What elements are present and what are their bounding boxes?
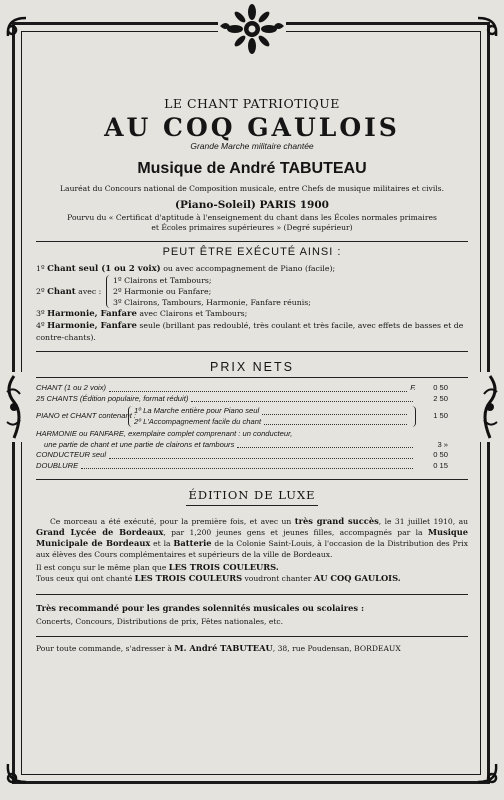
item-number: 3º xyxy=(36,309,45,318)
item-text: avec Clairons et Tambours; xyxy=(139,309,248,318)
award-text: (Piano-Soleil) PARIS 1900 xyxy=(175,199,329,211)
price-row xyxy=(36,450,448,461)
price-value: 0 50 xyxy=(433,450,448,459)
text-run: et la xyxy=(153,539,171,549)
divider xyxy=(36,594,468,595)
price-label: HARMONIE ou FANFARE, exemplaire complet comprenant : un conducteur, xyxy=(36,429,293,438)
divider xyxy=(36,479,468,480)
item-number: 2º xyxy=(36,287,45,296)
item-text: avec : xyxy=(78,287,102,296)
text-bold: Grand Lycée de Bordeaux xyxy=(36,527,164,538)
text-run: , 38, rue Poudensan, BORDEAUX xyxy=(272,643,401,653)
recommend-line: Concerts, Concours, Distributions de prix, Fêtes nationales, etc. xyxy=(36,617,284,627)
scroll-corner-icon xyxy=(4,760,30,786)
price-row xyxy=(36,406,448,427)
certificate-text: Pourvu du « Certificat d'aptitude à l'enseignement du chant dans les Écoles normales primaires et Écoles primaires supérieures » (Degré supérieur) xyxy=(67,213,437,232)
price-label: DOUBLURE xyxy=(36,460,79,470)
text-bold: Musique Municipale de Bordeaux xyxy=(36,527,469,549)
price-label: une partie de chant et une partie de clairons et tambours xyxy=(44,439,235,449)
sub-item: 2º L'Accompagnement facile du chant xyxy=(134,416,262,426)
recommend-block xyxy=(36,617,468,627)
price-row xyxy=(36,383,448,394)
item-bold: Chant seul (1 ou 2 voix) xyxy=(47,264,161,274)
scroll-corner-icon xyxy=(474,760,500,786)
price-value: 3 » xyxy=(437,439,448,449)
leaf-scroll-icon xyxy=(478,372,502,442)
list-item xyxy=(36,320,468,343)
execution-list xyxy=(36,263,468,343)
text-run: , par 1,200 jeunes gens et jeunes filles, accompagnés par la xyxy=(163,528,423,538)
price-label: PIANO et CHANT contenant : xyxy=(36,411,137,421)
text-run: Pour toute commande, s'adresser à xyxy=(36,643,172,653)
price-row xyxy=(36,461,448,472)
price-value: 2 50 xyxy=(433,393,448,403)
price-row xyxy=(36,394,448,405)
price-currency: F. xyxy=(410,383,416,392)
item-number: 4º xyxy=(36,321,45,330)
price-label: CONDUCTEUR seul xyxy=(36,450,107,459)
list-item xyxy=(36,275,468,308)
price-label: 25 CHANTS (Édition populaire, format réduit) xyxy=(36,393,189,403)
item-text: ou avec accompagnement de Piano (facile); xyxy=(163,264,336,273)
text-bold: LES TROIS COULEURS xyxy=(134,573,243,584)
document-content xyxy=(36,96,468,654)
price-value: 0 50 xyxy=(433,383,448,392)
leader-dots xyxy=(262,406,407,415)
luxe-paragraph xyxy=(36,516,468,560)
luxe-heading: ÉDITION DE LUXE xyxy=(188,488,316,502)
price-row xyxy=(36,440,448,451)
text-bold: AU COQ GAULOIS. xyxy=(313,573,401,584)
divider xyxy=(36,351,468,352)
text-bold: M. André TABUTEAU xyxy=(174,642,273,653)
leaf-scroll-icon xyxy=(2,372,26,442)
item-bold: Harmonie, Fanfare xyxy=(47,321,137,331)
divider xyxy=(186,505,318,506)
item-text: seule (brillant pas redoublé, très coulant et très facile, avec effets de basses et de contre-chants). xyxy=(36,321,464,342)
kicker-text: LE CHANT PATRIOTIQUE xyxy=(164,96,340,111)
text-run: voudront chanter xyxy=(244,574,312,584)
main-title: AU COQ GAULOIS xyxy=(104,113,400,142)
price-row xyxy=(36,429,448,440)
flower-ornament-icon xyxy=(218,2,286,56)
list-item xyxy=(36,308,468,320)
leader-dots xyxy=(109,458,413,459)
subtitle: Grande Marche militaire chantée xyxy=(190,141,314,151)
text-run: Il est conçu sur le même plan que xyxy=(36,562,167,572)
text-run: de la Colonie Saint-Louis, à l'occasion de la Distribution des Prix aux élèves des Cours complémentaires et supérieurs de la ville de Bordeaux. xyxy=(36,539,469,559)
recommend-block xyxy=(36,603,468,614)
price-list xyxy=(36,383,468,471)
order-line xyxy=(36,643,468,654)
item-bold: Harmonie, Fanfare xyxy=(47,309,137,319)
credentials-text: Lauréat du Concours national de Composition musicale, entre Chefs de musique militaires et civils. xyxy=(60,184,444,193)
recommend-line: Très recommandé pour les grandes solennités musicales ou scolaires : xyxy=(36,603,365,614)
divider xyxy=(36,241,468,242)
text-run: , le 31 juillet 1910, au xyxy=(378,517,468,526)
sub-item: 1º La Marche entière pour Piano seul xyxy=(134,406,260,415)
text-bold: Batterie xyxy=(173,538,212,549)
leader-dots xyxy=(237,447,413,448)
scroll-corner-icon xyxy=(4,14,30,40)
prices-heading: PRIX NETS xyxy=(210,360,294,374)
composer-heading: Musique de André TABUTEAU xyxy=(137,160,367,177)
divider xyxy=(36,636,468,637)
text-bold: très grand succès xyxy=(294,516,379,526)
item-number: 1º xyxy=(36,264,45,273)
sub-item: 3º Clairons, Tambours, Harmonie, Fanfare réunis; xyxy=(113,298,311,307)
sub-item: 1º Clairons et Tambours; xyxy=(113,276,212,285)
list-item xyxy=(36,263,468,275)
scroll-corner-icon xyxy=(474,14,500,40)
price-label: CHANT (1 ou 2 voix) xyxy=(36,383,107,392)
execution-heading: PEUT ÊTRE EXÉCUTÉ AINSI : xyxy=(162,246,342,258)
luxe-line xyxy=(36,562,468,573)
text-bold: LES TROIS COULEURS. xyxy=(168,561,279,572)
item-bold: Chant xyxy=(47,287,76,297)
leader-dots xyxy=(81,468,413,469)
text-run: Ce morceau a été exécuté, pour la première fois, et avec un xyxy=(50,517,292,526)
price-value: 1 50 xyxy=(433,411,448,421)
text-run: Tous ceux qui ont chanté xyxy=(36,574,133,584)
luxe-line xyxy=(36,573,468,584)
leader-dots xyxy=(191,401,413,402)
price-value: 0 15 xyxy=(433,460,448,470)
leader-dots xyxy=(109,391,407,392)
divider xyxy=(36,377,468,378)
leader-dots xyxy=(264,417,407,426)
sub-item: 2º Harmonie ou Fanfare; xyxy=(113,287,212,296)
